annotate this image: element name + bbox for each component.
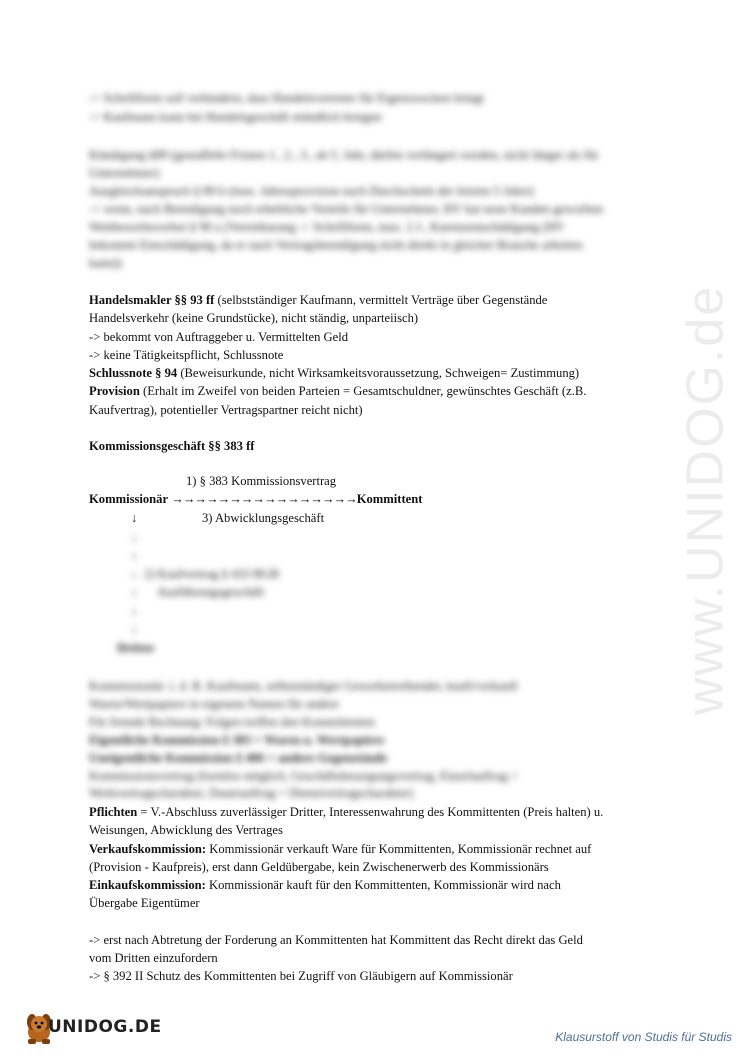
down-arrow-icon: ↓ — [131, 585, 138, 599]
blurred-line: Kommissionsvertrag (formlos möglich, Geschäftsbesorgungsvertrag, Einzelauftrag = — [89, 769, 519, 783]
blurred-line: kann)) — [89, 256, 122, 270]
handelsmakler-line: -> keine Tätigkeitspflicht, Schlussnote — [89, 347, 284, 362]
blurred-line: Werkvertragscharakter, Dauerauftrag = Dienstvertragscharakter) — [89, 786, 414, 800]
note-line: -> § 392 II Schutz des Kommittenten bei Zugriff von Gläubigern auf Kommissionär — [89, 969, 513, 984]
verkauf-label: Verkaufskommission: — [89, 841, 207, 856]
schlussnote-text: (Beweisurkunde, nicht Wirksamkeitsvoraussetzung, Schweigen= Zustimmung) — [177, 366, 580, 381]
down-arrow-icon: ↓ — [131, 530, 138, 544]
watermark-text: www.UNIDOG.de — [676, 284, 734, 716]
down-arrow-icon: ↓ — [131, 622, 138, 636]
provision-label: Provision — [89, 384, 140, 399]
down-arrow-icon: ↓ — [131, 604, 138, 618]
diagram-label-3: 3) Abwicklungsgeschäft — [202, 511, 325, 525]
blurred-line: Wettbewerbsverbot § 90 a (Vereinbarung -> Schriftform, max. 2 J., Karenzentschädigung (HV — [89, 220, 565, 234]
pflichten-label: Pflichten — [89, 805, 138, 819]
verkauf-line: (Provision - Kaufpreis), erst dann Geldübergabe, kein Zwischenerwerb des Kommissionärs — [89, 859, 549, 874]
logo-text[interactable]: UNIDOG.DE — [48, 1017, 162, 1037]
diagram-label-1: 1) § 383 Kommissionsvertrag — [186, 474, 337, 488]
blurred-line: bekommt Entschädigung, da er nach Vertragsbeendigung nicht direkt in gleicher Branche arbeiten — [89, 238, 583, 252]
provision-line: Kaufvertrag), potentieller Vertragspartner reicht nicht) — [89, 402, 363, 417]
handelsmakler-line: Handelsverkehr (keine Grundstücke), nicht ständig, unparteiisch) — [89, 311, 419, 326]
blurred-line: Uneigentliche Kommission § 406 = andere Gegenstände — [89, 751, 387, 765]
handelsmakler-section — [89, 291, 674, 419]
provision-text: (Erhalt im Zweifel von beiden Parteien = Gesamtschuldner, gewünschtes Geschäft (z.B. — [139, 384, 587, 399]
diagram-node-kommissionaer: Kommissionär — [89, 492, 169, 506]
diagram-label-2b: Ausführungsgeschäft — [157, 585, 265, 599]
einkauf-label: Einkaufskommission: — [89, 878, 206, 893]
blurred-line: Kündigung §89 (gestaffelte Fristen 1., 2., 3., ab 5. Jahr, dürfen verlängert werden, nicht länger als für — [89, 148, 599, 162]
blurred-line: Unternehmer) — [89, 166, 160, 180]
note-line: vom Dritten einzufordern — [89, 951, 218, 966]
down-arrow-icon: ↓ — [131, 511, 138, 525]
blurred-line: Waren/Wertpapiere in eigenem Namen für andere — [89, 697, 340, 711]
verkauf-text: Kommissionär verkauft Ware für Kommittenten, Kommissionär rechnet auf — [206, 841, 592, 856]
diagram-arrow-chain: →→→→→→→→→→→→→→→→ — [171, 492, 357, 506]
blurred-line: -> Schriftform soll verhindern, dass Handelsvertreter für Eigenzwecken bringt — [89, 91, 484, 105]
diagram-node-dritter: Dritter — [117, 641, 155, 655]
diagram-row — [89, 492, 422, 507]
handelsmakler-heading: Handelsmakler §§ 93 ff — [89, 293, 215, 307]
handelsmakler-text: (selbstständiger Kaufmann, vermittelt Verträge über Gegenstände — [214, 293, 548, 307]
einkauf-line: Übergabe Eigentümer — [89, 896, 200, 911]
blurred-line: Kommissionär: i. d. R. Kaufmann, selbstständiger Gewerbetreibender, kauft/verkauft — [89, 679, 518, 693]
blurred-line: -> wenn, nach Beendigung noch erhebliche Vorteile für Unternehmer, HV hat neue Kunden geworben — [89, 202, 604, 216]
blurred-line: Ausgleichsanspruch § 89 b (max. Jahresprovision nach Durchschnitt der letzten 5 Jahre) — [89, 184, 534, 198]
diagram-label-2: 2) Kaufvertrag § 433 BGB — [144, 567, 280, 581]
blurred-line: -> Kaufmann kann bei Handelsgeschäft mündlich bringen — [89, 110, 382, 124]
down-arrow-icon: ↓ — [131, 548, 138, 562]
kommission-heading: Kommissionsgeschäft §§ 383 ff — [89, 439, 255, 453]
note-line: -> erst nach Abtretung der Forderung an Kommittenten hat Kommittent das Recht direkt das Geld — [89, 932, 583, 947]
schlussnote-label: Schlussnote § 94 — [89, 366, 178, 381]
pflichten-text: = V.-Abschluss zuverlässiger Dritter, Interessenwahrung des Kommittenten (Preis halten) u. — [137, 805, 604, 819]
blurred-line: Für fremde Rechnung: Folgen treffen den Kommittenten — [89, 715, 375, 729]
pflichten-line: Weisungen, Abwicklung des Vertrages — [89, 823, 283, 838]
footer-tagline: Klausurstoff von Studis für Studis — [555, 1030, 732, 1044]
blurred-line: Eigentliche Kommission § 383 = Waren u. Wertpapiere — [89, 733, 385, 747]
pflichten-section — [89, 803, 674, 986]
handelsmakler-line: -> bekommt von Auftraggeber u. Vermittelten Geld — [89, 329, 349, 344]
down-arrow-icon: ↓ — [131, 567, 138, 581]
einkauf-text: Kommissionär kauft für den Kommittenten, Kommissionär wird nach — [205, 878, 561, 893]
diagram-node-kommittent: Kommittent — [356, 492, 423, 506]
